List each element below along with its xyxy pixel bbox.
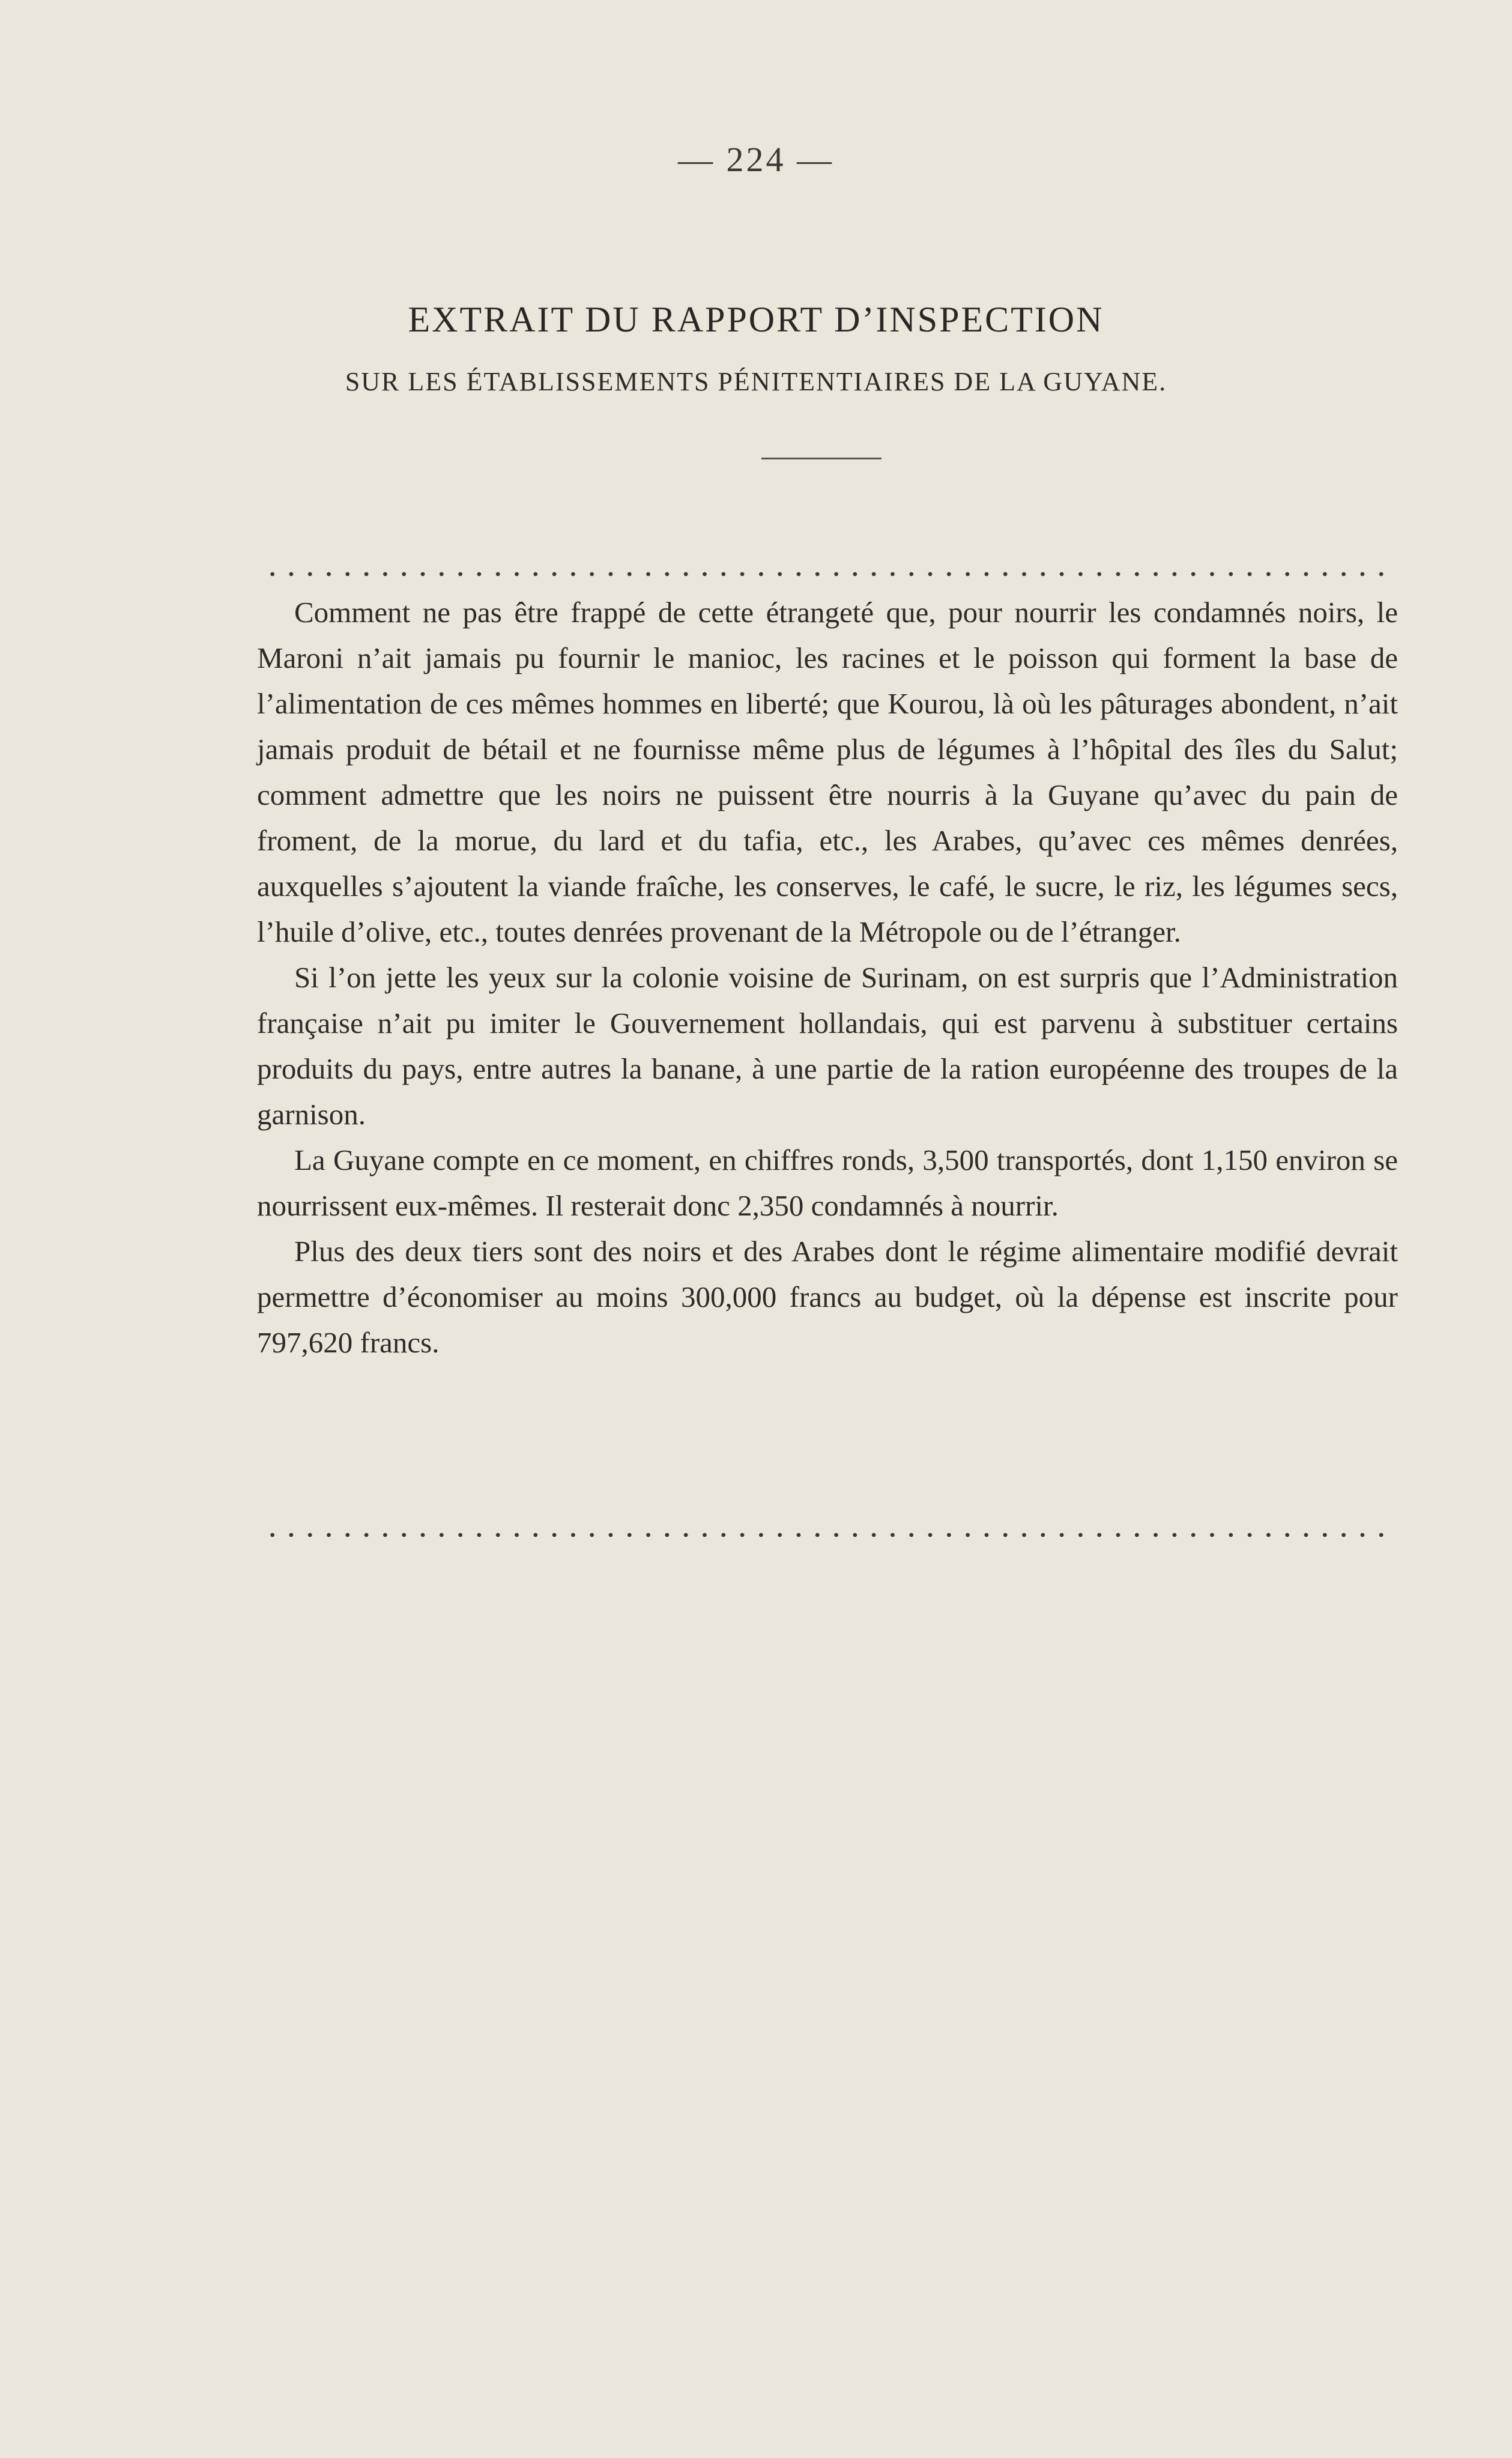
document-subtitle: SUR LES ÉTABLISSEMENTS PÉNITENTIAIRES DE LA GUYANE. xyxy=(345,367,1167,396)
paragraph-3: La Guyane compte en ce moment, en chiffres ronds, 3,500 transportés, dont 1,150 environ se nourrissent eux-mêmes. Il resterait donc 2,350 condamnés à nourrir. xyxy=(257,1143,1398,1222)
paragraph-4: Plus des deux tiers sont des noirs et des Arabes dont le régime alimentaire modifié devrait permettre d’économiser au moins 300,000 francs au budget, où la dépense est inscrite pour 797,620 francs. xyxy=(257,1235,1398,1359)
title-separator-rule xyxy=(761,458,881,459)
paragraph-2: Si l’on jette les yeux sur la colonie voisine de Surinam, on est surpris que l’Administration française n’ait pu imiter le Gouvernement hollandais, qui est parvenu à substituer certains produits du pays, entre autres la banane, à une partie de la ration européenne des troupes de la garnison. xyxy=(257,961,1398,1131)
paragraph-1: Comment ne pas être frappé de cette étrangeté que, pour nourrir les condamnés noirs, le Maroni n’ait jamais pu fournir le manioc, les racines et le poisson qui forment la base de l’alimentation de ces mêmes hommes en liberté; que Kourou, là où les pâturages abondent, n’ait jamais produit de bétail et ne fournisse même plus de légumes à l’hôpital des îles du Salut; comment admettre que les noirs ne puissent être nourris à la Guyane qu’avec du pain de froment, de la morue, du lard et du tafia, etc., les Arabes, qu’avec ces mêmes denrées, auxquelles s’ajoutent la viande fraîche, les conserves, le café, le sucre, le riz, les légumes secs, l’huile d’olive, etc., toutes denrées provenant de la Métropole ou de l’étranger. xyxy=(257,596,1398,948)
page-number: — 224 — xyxy=(678,140,834,179)
document-title: EXTRAIT DU RAPPORT D’INSPECTION xyxy=(408,300,1104,339)
body-text xyxy=(257,590,1398,1366)
ellipsis-dots-top xyxy=(263,571,1392,578)
ellipsis-dots-bottom xyxy=(263,1531,1392,1539)
